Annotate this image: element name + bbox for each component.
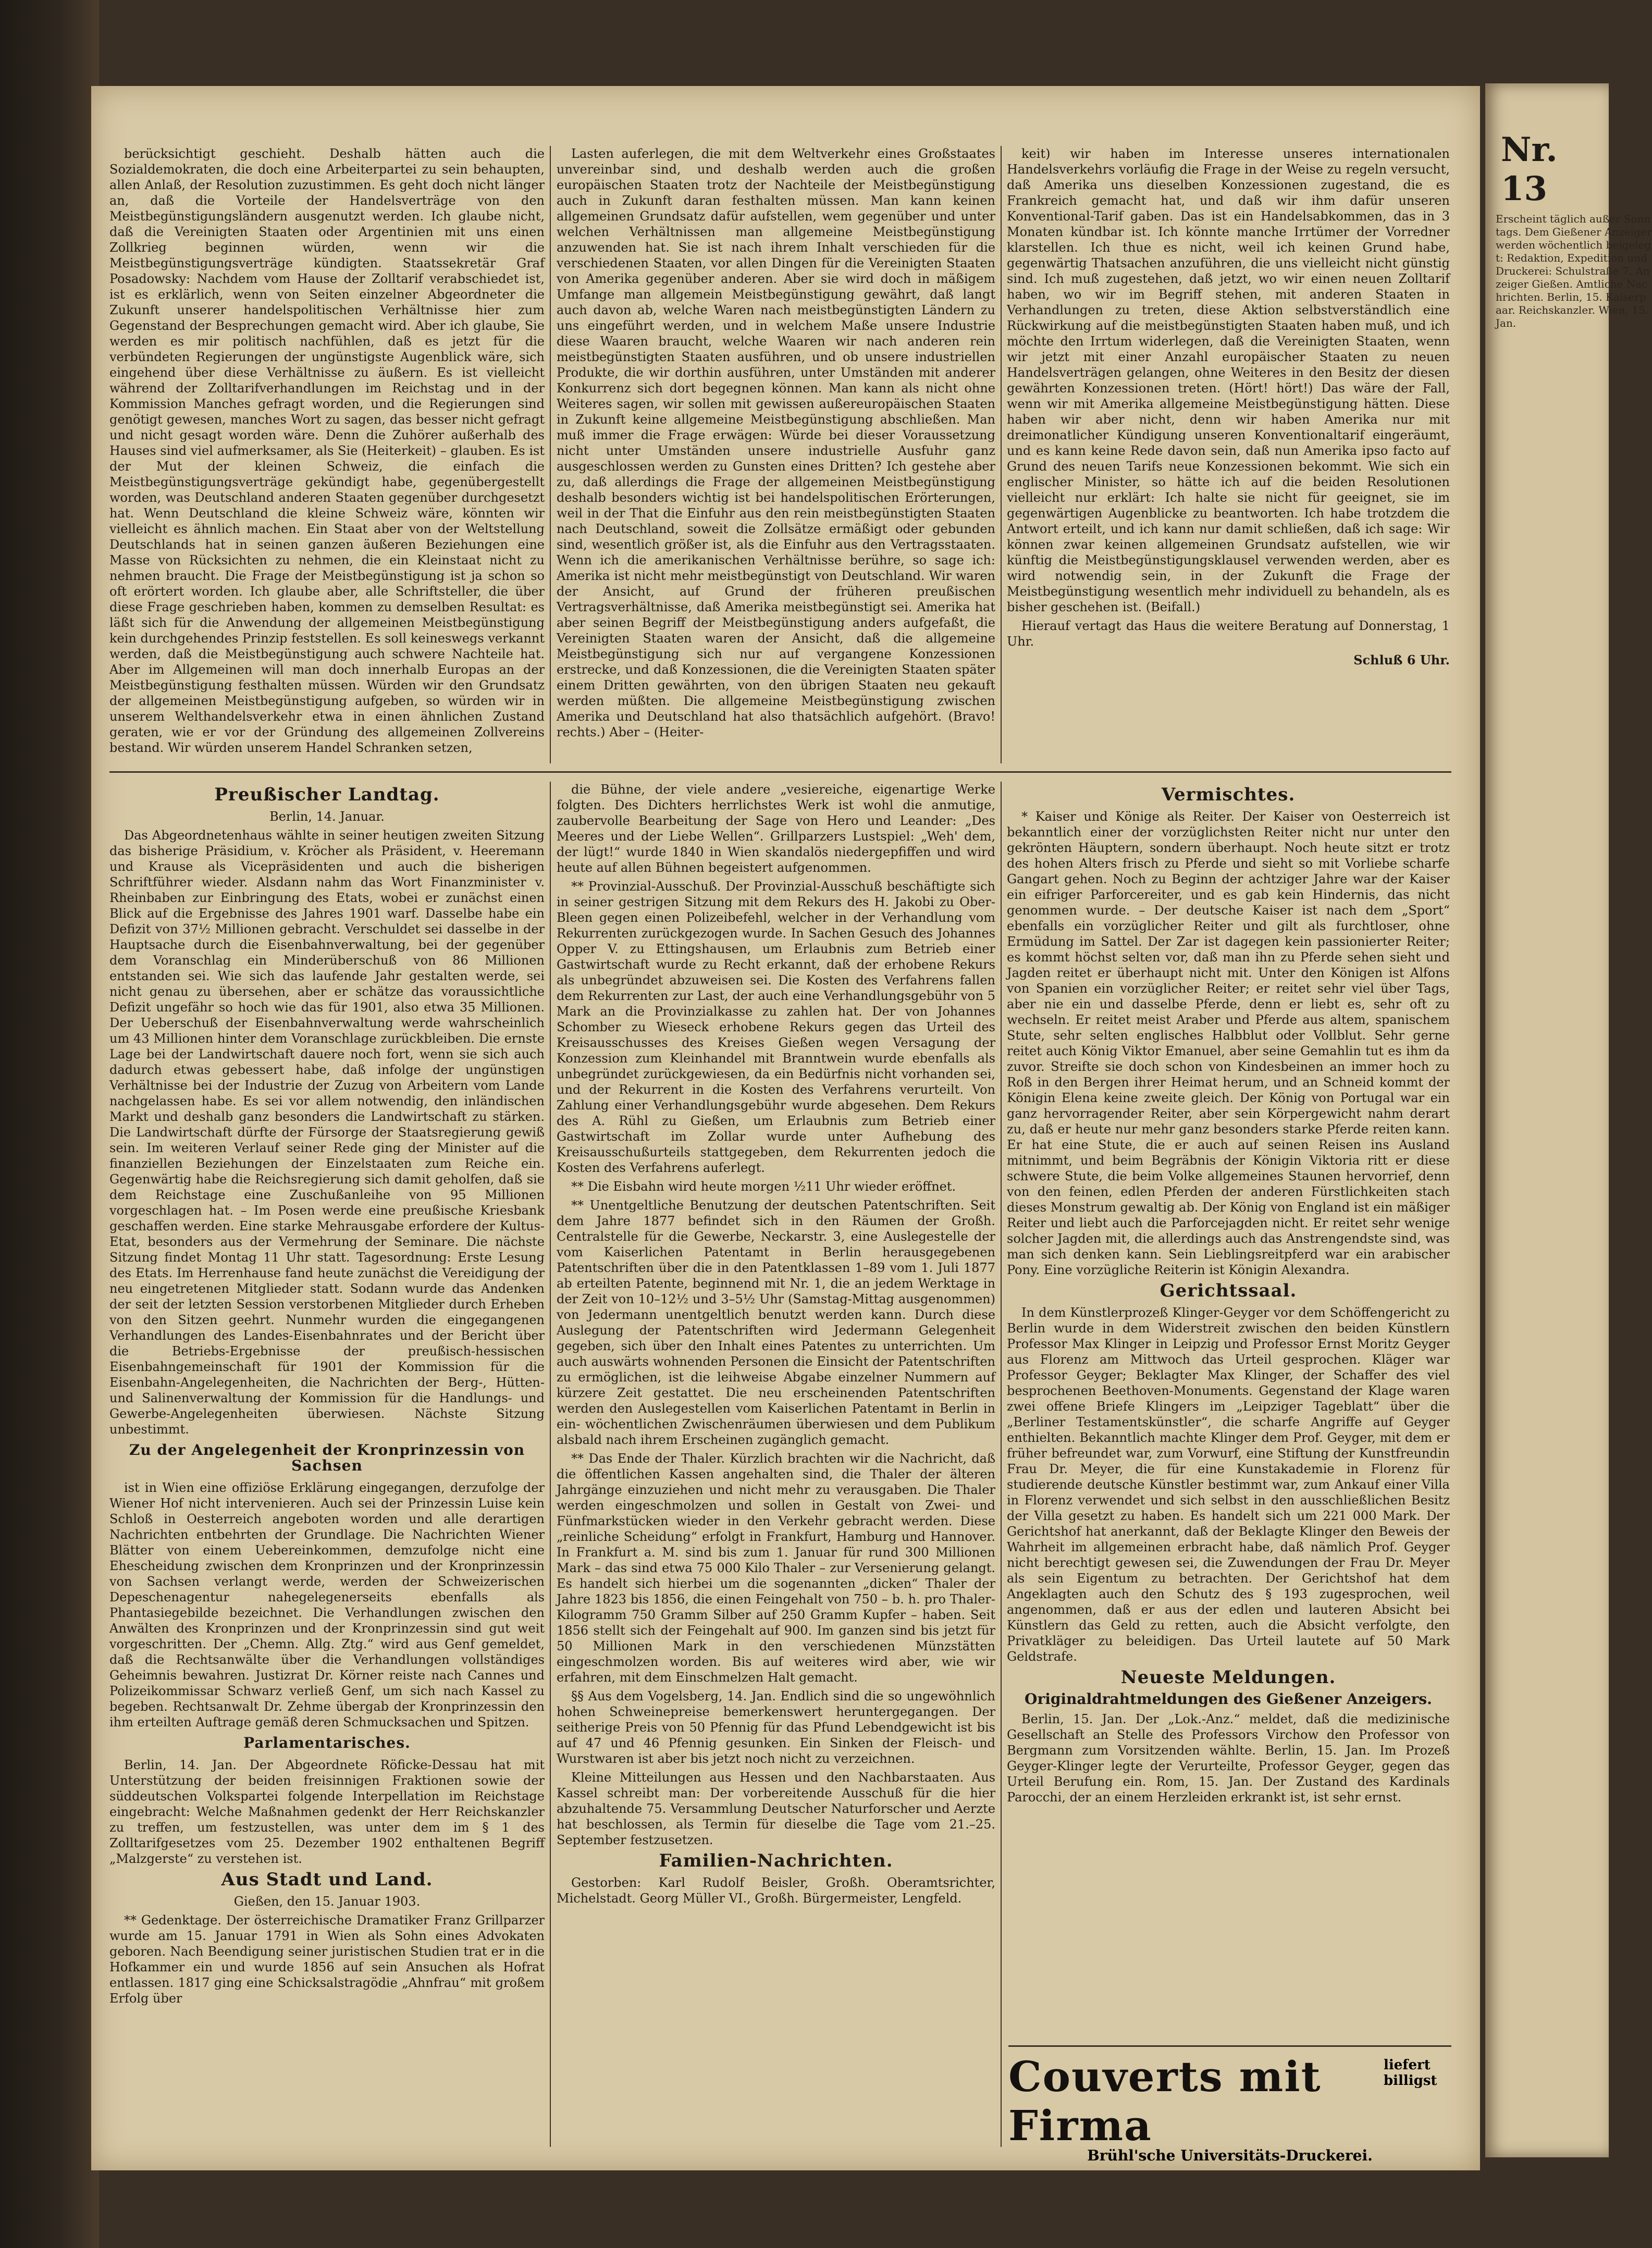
adjacent-page	[1485, 83, 1652, 2157]
provinzial-text: ** Provinzial-Ausschuß. Der Provinzial-Ausschuß beschäftigte sich in seiner gestrigen Sitzung mit dem Rekurs des H. Jakobi zu Ober-Bleen gegen einen Polizeibefehl, welcher in der Verhandlung vom Rekurrenten zurückgezogen wurde. In Sachen Gesuch des Johannes Opper V. zu Ettingshausen, um Erlaubnis zum Betrieb einer Gastwirtschaft wurde zu Recht erkannt, daß der erhobene Rekurs als unbegründet abzuweisen sei. Die Kosten des Verfahrens fallen dem Rekurrenten zur Last, der auch eine Verhandlungsgebühr von 5 Mark an die Provinzialkasse zu zahlen hat. Der von Johannes Schomber zu Wieseck erhobene Rekurs gegen das Urteil des Kreisausschusses des Kreises Gießen wegen Versagung der Konzession zum Kleinhandel mit Branntwein wurde ebenfalls als unbegründet zurückgewiesen, da ein Bedürfnis nicht vorhanden sei, und der Rekurrent in die Kosten des Verfahrens verurteilt. Von Zahlung einer Verhandlungsgebühr wurde abgesehen. Dem Rekurs des A. Rühl zu Gießen, um Erlaubnis zum Betrieb einer Gastwirtschaft im Zollar wurde unter Aufhebung des Kreisausschußurteils stattgegeben, dem Rekurrenten jedoch die Kosten des Verfahrens auferlegt.	[557, 879, 995, 1175]
sachsen-heading: Zu der Angelegenheit der Kronprinzessin von Sachsen	[129, 1441, 525, 1474]
article-text: berücksichtigt geschieht. Deshalb hätten auch die Sozialdemokraten, die doch eine Arbeiterpartei zu sein behaupten, allen Anlaß, der Resolution zuzustimmen. Es geht doch nicht länger an, daß die Vorteile der Handelsverträge von den Meistbegünstigungsländern ausgenutzt werden. Ich glaube nicht, daß die Vereinigten Staaten oder Argentinien mit uns einen Zollkrieg beginnen würden, wenn wir die Meistbegünstigungsverträge kündigten. Staatssekretär Graf Posadowsky: Nachdem vom Hause der Zolltarif verabschiedet ist, ist es erklärlich, wenn von Seiten einzelner Abgeordneter die Zukunft unserer handelspolitischen Verhältnisse hier zum Gegenstand der Besprechungen gemacht wird. Aber ich glaube, Sie werden es mir politisch nachfühlen, daß es jetzt für die verbündeten Regierungen der ungünstigste Augenblick wäre, sich eingehend über diese Verhältnisse zu äußern. Es ist vielleicht während der Zolltarifverhandlungen im Reichstag und in der Kommission Manches gefragt worden, und die Regierungen sind genötigt gewesen, manches Wort zu sagen, das besser nicht gefragt und nicht gesagt worden wäre. Denn die Zuhörer außerhalb des Hauses sind viel aufmerksamer, als Sie (Heiterkeit) – glauben. Es ist der Mut der kleinen Schweiz, die einfach die Meistbegünstigungsverträge gekündigt habe, gegenübergestellt worden, was Deutschland anderen Staaten gegenüber durchgesetzt hat. Wenn Deutschland die kleine Schweiz wäre, könnten wir vielleicht es ähnlich machen. Ein Staat aber von der Weltstellung Deutschlands hat in seinen ganzen äußeren Beziehungen eine Masse von Rücksichten zu nehmen, die ein Kleinstaat nicht zu nehmen braucht. Die Frage der Meistbegünstigung ist ja schon so oft erörtert worden. Ich glaube aber, alle Schriftsteller, die über diese Frage geschrieben haben, kommen zu demselben Resultat: es läßt sich für die Anwendung der allgemeinen Meistbegünstigung kein durchgehendes Prinzip feststellen. Es soll keineswegs verkannt werden, daß die Meistbegünstigung auch schwere Nachteile hat. Aber im Allgemeinen will man doch innerhalb Europas an der Meistbegünstigung festhalten müssen. Würden wir den Grundsatz der allgemeinen Meistbegünstigung aufgeben, so würden wir in unserem Welthandelsverkehr etwa in einen ähnlichen Zustand geraten, wie er vor der Gründung des allgemeinen Zollvereins bestand. Wir würden unserem Handel Schranken setzen,	[109, 146, 545, 755]
landtag-heading: Preußischer Landtag.	[214, 784, 440, 805]
top-column-2	[557, 146, 995, 743]
session-close: Schluß 6 Uhr.	[1353, 652, 1450, 668]
familie-text: Gestorben: Karl Rudolf Beisler, Großh. Oberamtsrichter, Michelstadt. Georg Müller VI., Großh. Bürgermeister, Lengfeld.	[557, 1875, 995, 1906]
familie-heading: Familien-Nachrichten.	[659, 1850, 893, 1871]
ad-printer: Brühl'sche Universitäts-Druckerei.	[1087, 2147, 1373, 2164]
landtag-text: Das Abgeordnetenhaus wählte in seiner heutigen zweiten Sitzung das bisherige Präsidium, v. Kröcher als Präsident, v. Heeremann und Krause als Vicepräsidenten und auch die bisherigen Schriftführer wieder. Alsdann nahm das Wort Finanzminister v. Rheinbaben zur Einbringung des Etats, wobei er zunächst einen Blick auf die Ergebnisse des Jahres 1901 warf. Dasselbe habe ein Defizit von 37½ Millionen gebracht. Verschuldet sei dasselbe in der Hauptsache durch die Eisenbahnverwaltung, bei der gegenüber dem Voranschlag ein Minderüberschuß von 86 Millionen entstanden sei. Wie sich das laufende Jahr gestalten werde, sei nicht genau zu übersehen, aber er schätze das voraussichtliche Defizit ungefähr so hoch wie das für 1901, also etwa 35 Millionen. Der Ueberschuß der Eisenbahnverwaltung werde wahrscheinlich um 43 Millionen hinter dem Voranschlage zurückbleiben. Die ernste Lage bei der Landwirtschaft dauere noch fort, wenn sie sich auch dadurch etwas gebessert habe, daß infolge der ungünstigen Verhältnisse bei der Industrie der Zuzug von Arbeitern vom Lande nachgelassen habe. Es sei vor allem notwendig, den inländischen Markt und deshalb ganz besonders die Landwirtschaft zu stärken. Die Landwirtschaft dürfte der Fürsorge der Staatsregierung gewiß sein. Im weiteren Verlauf seiner Rede ging der Minister auf die finanziellen Beziehungen der Einzelstaaten zum Reiche ein. Gegenwärtig habe die Reichsregierung sich damit geholfen, daß sie dem Reichstage eine Zuschußanleihe von 95 Millionen vorgeschlagen hat. – Im Posen werde eine preußische Kriesbank geschaffen werden. Eine starke Mehrausgabe erfordere der Kultus-Etat, besonders aus der Vermehrung der Seminare. Die nächste Sitzung findet Montag 11 Uhr statt. Tagesordnung: Erste Lesung des Etats. Im Herrenhause fand heute zunächst die Vereidigung der neu eingetretenen Mitglieder statt. Sodann wurde das Andenken der seit der letzten Session verstorbenen Mitglieder durch Erheben von den Sitzen geehrt. Nunmehr wurden die eingegangenen Verhandlungen des Landes-Eisenbahnrates und der Bericht über die Betriebs-Ergebnisse der preußisch-hessischen Eisenbahngemeinschaft für 1901 der Kommission für die Eisenbahn-Angelegenheiten, die Nachrichten der Berg-, Hütten- und Salinenverwaltung der Kommission für die Handlungs- und Gewerbe-Angelegenheiten überwiesen. Nächste Sitzung unbestimmt.	[109, 828, 545, 1437]
issue-number: Nr. 13	[1501, 130, 1558, 208]
gericht-heading: Gerichtssaal.	[1160, 1280, 1297, 1301]
bottom-column-3	[1007, 782, 1450, 1808]
parlament-heading: Parlamentarisches.	[243, 1734, 411, 1751]
ad-side-note: liefert billigst	[1384, 2057, 1437, 2089]
top-column-1	[109, 146, 545, 759]
stadt-heading: Aus Stadt und Land.	[221, 1869, 433, 1890]
adjacent-page-text: Erscheint täglich außer Sonntags. Dem Gießener Anzeiger werden wöchentlich beigelegt: Redaktion, Expedition und Druckerei: Schulstraße 7. Anzeiger Gießen. Amtliche Nachrichten. Berlin, 15. Kaiserpaar. Reichskanzler. Wien, 15. Jan.	[1496, 213, 1652, 329]
advertisement	[1008, 2045, 1451, 2164]
vogelsberg-text: §§ Aus dem Vogelsberg, 14. Jan. Endlich sind die so ungewöhnlich hohen Schweinepreise bemerkenswert heruntergegangen. Der seitherige Preis von 50 Pfennig für das Pfund Lebendgewicht ist bis auf 47 und 46 Pfennig gesunken. Ein Sinken der Fleisch- und Wurstwaren ist aber bis jetzt noch nicht zu verzeichnen.	[557, 1689, 995, 1766]
vermischtes-heading: Vermischtes.	[1161, 784, 1296, 805]
column-rule	[1001, 782, 1002, 2147]
newspaper-page	[91, 86, 1480, 2170]
thaler-text: ** Das Ende der Thaler. Kürzlich brachten wir die Nachricht, daß die öffentlichen Kassen angehalten sind, die Thaler der älteren Jahrgänge einzuziehen und nicht mehr zu verausgaben. Die Thaler werden eingeschmolzen und sollen in Gestalt von Zwei- und Fünfmarkstücken wieder in den Verkehr gebracht werden. Diese „reinliche Scheidung“ erfolgt in Frankfurt, Hamburg und Hannover. In Frankfurt a. M. sind bis zum 1. Januar für rund 300 Millionen Mark – das sind etwa 75 000 Kilo Thaler – zur Versenierung gelangt. Es handelt sich hierbei um die sogenannten „dicken“ Thaler der Jahre 1823 bis 1856, die einen Feingehalt von 750 – b. h. pro Thaler-Kilogramm 750 Gramm Silber auf 250 Gramm Kupfer – haben. Seit 1856 stellt sich der Feingehalt auf 900. Im ganzen sind bis jetzt für 50 Millionen Mark in den verschiedenen Münzstätten eingeschmolzen worden. Bis auf weiteres wird aber, wie wir erfahren, mit dem Einschmelzen Halt gemacht.	[557, 1451, 995, 1685]
book-binding	[0, 0, 99, 2248]
meldungen-subheading: Originaldrahtmeldungen des Gießener Anzeigers.	[1025, 1690, 1432, 1708]
section-rule	[109, 771, 1451, 773]
bottom-column-2	[557, 782, 995, 1909]
column-rule	[1001, 146, 1002, 763]
column-rule	[550, 146, 551, 763]
kleine-mitteilungen-text: Kleine Mitteilungen aus Hessen und den Nachbarstaaten. Aus Kassel schreibt man: Der vorbereitende Ausschuß für die hier abzuhaltende 75. Versammlung Deutscher Naturforscher und Aerzte hat beschlossen, als Termin für dieselbe die Tage vom 21.–25. September festzusetzen.	[557, 1770, 995, 1847]
top-column-3	[1007, 146, 1450, 671]
grillparzer-text: die Bühne, der viele andere „vesiereiche, eigenartige Werke folgten. Des Dichters herrlichstes Werk ist wohl die anmutige, zaubervolle Bearbeitung der Sage von Hero und Leander: „Des Meeres und der Liebe Wellen“. Grillparzers Lustspiel: „Weh' dem, der lügt!“ wurde 1840 in Wien skandalös niedergepfiffen und wird heute auf allen Bühnen begeistert aufgenommen.	[557, 782, 995, 875]
article-text: Lasten auferlegen, die mit dem Weltverkehr eines Großstaates unvereinbar sind, und deshalb werden auch die großen europäischen Staaten trotz der Nachteile der Meistbegünstigung auch in Zukunft daran festhalten müssen. Man kann keinen allgemeinen Grundsatz dafür aufstellen, wem gegenüber und unter welchen Verhältnissen man allgemeine Meistbegünstigung anzuwenden hat. Sie ist nach ihrem Inhalt verschieden für die verschiedenen Staaten, vor allen Dingen für die Vereinigten Staaten von Amerika gegenüber anderen. Aber sie wird doch in mäßigem Umfange man allgemein Meistbegünstigung gewährt, daß langt auch davon ab, welche Waren nach meistbegünstigten Ländern zu uns eingeführt werden, und in welchem Maße unsere Industrie diese Waaren braucht, welche Waaren wir nach anderen rein meistbegünstigten Staaten ausführen, und ob unsere industriellen Produkte, die wir dorthin ausführen, unter Umständen mit anderer Konkurrenz sich dort begegnen können. Man kann als nicht ohne Weiteres sagen, wir sollen mit gewissen außereuropäischen Staaten in Zukunft keine allgemeine Meistbegünstigung abschließen. Man muß immer die Frage erwägen: Würde bei dieser Voraussetzung nicht unter Umständen unsere industrielle Ausfuhr ganz ausgeschlossen werden zu Gunsten eines Dritten? Ich gestehe aber zu, daß allerdings die Frage der allgemeinen Meistbegünstigung deshalb besonders wichtig ist bei handelspolitischen Erörterungen, weil in der That die Einfuhr aus den rein meistbegünstigten Staaten nach Deutschland, soweit die Zollsätze ermäßigt oder gebunden sind, wesentlich größer ist, als die Einfuhr aus den Vertragsstaaten. Wenn ich die amerikanischen Verhältnisse berühre, so sage ich: Amerika ist nicht mehr meistbegünstigt von Deutschland. Wir waren der Ansicht, auf Grund der früheren preußischen Vertragsverhältnisse, daß Amerika meistbegünstigt sei. Amerika hat aber seinen Begriff der Meistbegünstigung anders aufgefaßt, die Vereinigten Staaten waren der Ansicht, daß die allgemeine Meistbegünstigung sich nur auf vergangene Konzessionen erstrecke, und daß Konzessionen, die die Vereinigten Staaten später einem Dritten gewährten, von den übrigen Staaten neu gekauft werden müßten. Die allgemeine Meistbegünstigung zwischen Amerika und Deutschland hat also thatsächlich aufgehört. (Bravo! rechts.) Aber – (Heiter-	[557, 146, 995, 739]
patent-text: ** Unentgeltliche Benutzung der deutschen Patentschriften. Seit dem Jahre 1877 befindet sich in den Räumen der Großh. Centralstelle für die Gewerbe, Neckarstr. 3, eine Auslegestelle der vom Kaiserlichen Patentamt in Berlin herausgegebenen Patentschriften über die in den Patentklassen 1–89 vom 1. Juli 1877 ab erteilten Patente, beginnend mit Nr. 1, die an jedem Werktage in der Zeit von 10–12½ und 3–5½ Uhr (Samstag-Mittag ausgenommen) von Jedermann unentgeltlich benutzt werden kann. Durch diese Auslegung der Patentschriften wird Jedermann Gelegenheit gegeben, sich über den Inhalt eines Patentes zu unterrichten. Um auch auswärts wohnenden Personen die Einsicht der Patentschriften zu ermöglichen, ist die leihweise Abgabe einzelner Nummern auf kürzere Zeit gestattet. Die neu erscheinenden Patentschriften werden den Auslegestellen vom Kaiserlichen Patentamt in Berlin in ein- wöchentlichen Zwischenräumen überwiesen und dem Publikum alsbald nach ihrem Erscheinen zugänglich gemacht.	[557, 1198, 995, 1447]
sachsen-text: ist in Wien eine offiziöse Erklärung eingegangen, derzufolge der Wiener Hof nicht intervenieren. Auch sei der Prinzessin Luise kein Schloß in Oesterreich angeboten worden und alle derartigen Nachrichten entbehrten der Grundlage. Die Nachrichten Wiener Blätter von einem Uebereinkommen, demzufolge nicht eine Ehescheidung zwischen dem Kronprinzen und der Kronprinzessin von Sachsen verlangt werde, werden der Schweizerischen Depeschenagentur nahegelegenerseits ebenfalls als Phantasiegebilde bezeichnet. Die Verhandlungen zwischen den Anwälten des Kronprinzen und der Kronprinzessin sind gut weit vorgeschritten. Der „Chemn. Allg. Ztg.“ wird aus Genf gemeldet, daß die Rechtsanwälte über die Verhandlungen vollständiges Geheimnis bewahren. Justizrat Dr. Körner reiste nach Cannes und Polizeikommissar Schwarz verließ Genf, um sich nach Kassel zu begeben. Rechtsanwalt Dr. Zehme übergab der Kronprinzessin den ihm erteilten Auftrage gemäß deren Schmucksachen und Spitzen.	[109, 1480, 545, 1730]
gericht-text: In dem Künstlerprozeß Klinger-Geyger vor dem Schöffengericht zu Berlin wurde in dem Widerstreit zwischen den beiden Künstlern Professor Max Klinger in Leipzig und Professor Ernst Moritz Geyger aus Florenz am Mittwoch das Urteil gesprochen. Kläger war Professor Geyger; Beklagter Max Klinger, der Schaffer des viel besprochenen Beethoven-Monuments. Gegenstand der Klage waren zwei offene Briefe Klingers im „Leipziger Tageblatt“ über die „Berliner Testamentskünstler“, die scharfe Angriffe auf Geyger enthielten. Bekanntlich machte Klinger dem Prof. Geyger, mit dem er früher befreundet war, zum Vorwurf, eine Stiftung der Kunstfreundin Frau Dr. Meyer, die für eine Kunstakademie in Florenz für studierende deutsche Künstler bestimmt war, zum Ankauf einer Villa in Florenz verwendet und sich selbst in den ausschließlichen Besitz der Villa gesetzt zu haben. Es handelt sich um 221 000 Mark. Der Gerichtshof hat anerkannt, daß der Beklagte Klinger den Beweis der Wahrheit im allgemeinen erbracht habe, daß nämlich Prof. Geyger nicht berechtigt gewesen sei, die Zuwendungen der Frau Dr. Meyer als sein Eigentum zu betrachten. Der Gerichtshof hat dem Angeklagten auch den Schutz des § 193 zugesprochen, weil angenommen, daß er aus der edlen und lauteren Absicht bei Künstlern das Geld zu retten, auch die Absicht verfolgte, den Privatkläger zu beleidigen. Das Urteil lautete auf 50 Mark Geldstrafe.	[1007, 1305, 1450, 1664]
column-rule	[550, 782, 551, 2147]
meldungen-heading: Neueste Meldungen.	[1120, 1667, 1336, 1688]
bottom-column-1	[109, 782, 545, 2009]
stadt-text: ** Gedenktage. Der österreichische Dramatiker Franz Grillparzer wurde am 15. Januar 1791 in Wien als Sohn eines Advokaten geboren. Nach Beendigung seiner juristischen Studien trat er in die Hofkammer ein und wurde 1856 auf sein Ansuchen als Hofrat entlassen. 1817 ging eine Schicksalstragödie „Ahnfrau“ mit großem Erfolg über	[109, 1913, 545, 2006]
vermischtes-text: * Kaiser und Könige als Reiter. Der Kaiser von Oesterreich ist bekanntlich einer der vorzüglichsten Reiter nicht nur unter den gekrönten Häuptern, sondern überhaupt. Noch heute sitzt er trotz des hohen Alters frisch zu Pferde und sieht so mit Vorliebe scharfe Gangart gehen. Noch zu Beginn der achtziger Jahre war der Kaiser ein eifriger Parforcereiter, und es gab kein Hindernis, das nicht genommen wurde. – Der deutsche Kaiser ist nach dem „Sport“ ebenfalls ein vorzüglicher Reiter und gilt als furchtloser, ohne Ermüdung im Sattel. Der Zar ist dagegen kein passionierter Reiter; es kommt höchst selten vor, daß man ihn zu Pferde sehen sieht und Jagden reitet er überhaupt nicht mit. Unter den Königen ist Alfons von Spanien ein vorzüglicher Reiter; er reitet sehr viel über Tags, aber nie ein und dasselbe Pferde, denn er liebt es, sehr oft zu wechseln. Er reitet meist Araber und Pferde aus altem, spanischem Stute, sehr selten englisches Halbblut oder Vollblut. Sehr gerne reitet auch König Viktor Emanuel, aber seine Gemahlin tut es ihm da zuvor. Streifte sie doch schon von Kindesbeinen an immer hoch zu Roß in den Bergen ihrer Heimat herum, und an Schneid kommt der Königin Elena keine zweite gleich. Der König von Portugal war ein ganz hervorragender Reiter, aber sein Körpergewicht nahm derart zu, daß er heute nur mehr ganz besonders starke Pferde reiten kann. Er hat eine Stute, die er auch auf seinen Reisen ins Ausland mitnimmt, und beim Begräbnis der Königin Viktoria ritt er diese schwere Stute, die beim Volke allgemeines Staunen hervorrief, denn von den feinen, edlen Pferden der anderen Fürstlichkeiten stach dieses Monstrum gewaltig ab. Der König von England ist ein mäßiger Reiter und liebt auch die Parforcejagden nicht. Er reitet sehr wenige solcher Jagden mit, die allerdings auch das Anstrengendste sind, was man sich denken kann. Sein Lieblingsreitpferd war ein arabischer Pony. Eine vorzügliche Reiterin ist Königin Alexandra.	[1007, 809, 1450, 1277]
ad-headline: Couverts mit Firma	[1008, 2052, 1322, 2150]
article-text: keit) wir haben im Interesse unseres internationalen Handelsverkehrs vorläufig die Frage in der Weise zu regeln versucht, daß Amerika uns dieselben Konzessionen zugestand, die es Frankreich gemacht hat, und daß wir ihm dafür unseren Konventional-Tarif gaben. Das ist ein Handelsabkommen, das in 3 Monaten kündbar ist. Ich könnte manche Irrtümer der Vorredner klarstellen. Ich thue es nicht, weil ich keinen Grund habe, gegenwärtig Thatsachen anzuführen, die uns vielleicht nicht günstig sind. Ich muß zugestehen, daß jetzt, wo wir einen neuen Zolltarif haben, wo wir im Begriff stehen, mit anderen Staaten in Verhandlungen zu treten, diese Aktion selbstverständlich eine Rückwirkung auf die meistbegünstigten Staaten haben muß, und ich möchte den Irrtum widerlegen, daß die Vereinigten Staaten, wenn wir jetzt mit einer Anzahl europäischer Staaten zu neuen Handelsverträgen gelangen, ohne Weiteres in den Besitz der diesen gewährten Konzessionen treten. (Hört! hört!) Das wäre der Fall, wenn wir mit Amerika allgemeine Meistbegünstigung hätten. Diese haben wir aber nicht, denn wir haben Amerika nur mit dreimonatlicher Kündigung unseren Konventionaltarif eingeräumt, und es kann keine Rede davon sein, daß nun Amerika ipso facto auf Grund des neuen Tarifs neue Konzessionen bekommt. Wie sich ein englischer Minister, so hätte ich auf die beiden Resolutionen vielleicht nur erklärt: Ich halte sie nicht für geeignet, sie im gegenwärtigen Augenblicke zu beantworten. Ich habe trotzdem die Antwort erteilt, und ich kann nur damit schließen, daß ich sage: Wir können zwar keinen allgemeinen Grundsatz aufstellen, wie wir künftig die Meistbegünstigungsklausel verwenden werden, aber es wird notwendig sein, in der Zukunft die Frage der Meistbegünstigung wesentlich mehr individuell zu behandeln, als es bisher geschehen ist. (Beifall.)	[1007, 146, 1450, 614]
eisbahn-text: ** Die Eisbahn wird heute morgen ½11 Uhr wieder eröffnet.	[571, 1179, 956, 1194]
parlament-text: Berlin, 14. Jan. Der Abgeordnete Röficke-Dessau hat mit Unterstützung der beiden freisinnigen Fraktionen sowie der süddeutschen Volkspartei folgende Interpellation im Reichstage eingebracht: Welche Maßnahmen gedenkt der Herr Reichskanzler zu treffen, um festzustellen, was unter dem im § 1 des Zolltarifgesetzes vom 25. Dezember 1902 enthaltenen Begriff „Malzgerste“ zu verstehen ist.	[109, 1758, 545, 1866]
landtag-dateline: Berlin, 14. Januar.	[269, 809, 385, 824]
adjourn-note: Hierauf vertagt das Haus die weitere Beratung auf Donnerstag, 1 Uhr.	[1007, 619, 1450, 649]
stadt-dateline: Gießen, den 15. Januar 1903.	[233, 1894, 421, 1909]
meldungen-text: Berlin, 15. Jan. Der „Lok.-Anz.“ meldet, daß die medizinische Gesellschaft an Stelle des Professors Virchow den Professor von Bergmann zum Vorsitzenden wählte. Berlin, 15. Jan. Im Prozeß Geyger-Klinger legte der Verurteilte, Professor Geyger, gegen das Urteil Berufung ein. Rom, 15. Jan. Der Zustand des Kardinals Parocchi, der an einem Herzleiden erkrankt ist, ist sehr ernst.	[1007, 1712, 1450, 1805]
